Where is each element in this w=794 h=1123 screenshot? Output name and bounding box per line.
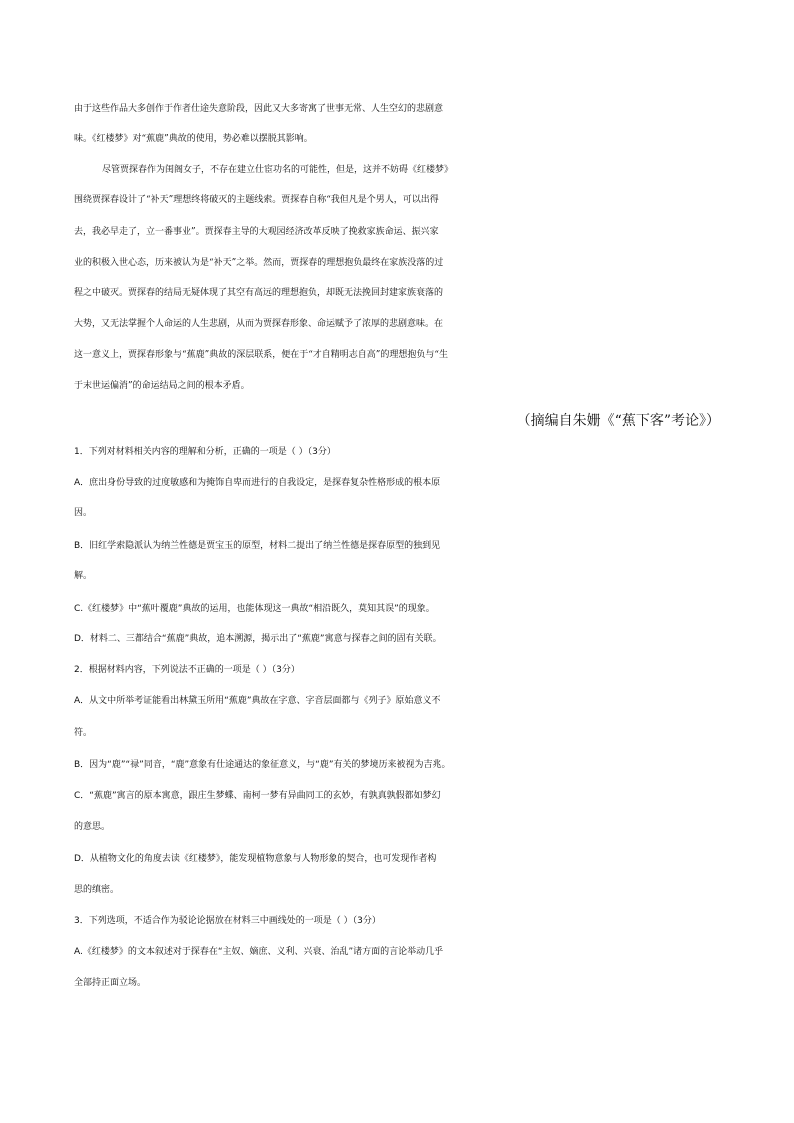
source-citation: （摘编自朱姗《“蕉下客”考论》） (516, 413, 720, 429)
q1-option-a-cont: 因。 (74, 508, 93, 518)
passage-line: 由于这些作品大多创作于作者仕途失意阶段，因此又大多寄寓了世事无常、人生空幻的悲剧意 (74, 104, 444, 114)
q2-option-d: D．从植物文化的角度去读《红楼梦》，能发现植物意象与人物形象的契合，也可发现作者构 (74, 854, 437, 864)
q3-option-a: A.《红楼梦》的文本叙述对于探春在“主奴、嫡庶、义利、兴衰、治乱”诸方面的言论举动几乎 (74, 947, 444, 957)
q2-option-b: B．因为“鹿”“禄”同音，“鹿”意象有仕途通达的象征意义，与“鹿”有关的梦境历来被视为吉兆。 (74, 760, 451, 770)
passage-line: 业的积极入世心态，历来被认为是“补天”之举。然而，贾探春的理想抱负最终在家族没落的过 (74, 258, 444, 268)
q2-option-a-cont: 符。 (74, 728, 93, 738)
passage-line: 这一意义上，贾探春形象与“蕉鹿”典故的深层联系，便在于“才自精明志自高”的理想抱负与“生 (74, 350, 449, 360)
q2-option-d-cont: 思的缜密。 (74, 885, 120, 895)
passage-line: 程之中破灭。贾探春的结局无疑体现了其空有高远的理想抱负，却既无法挽回封建家族衰落的 (74, 288, 444, 298)
passage-line: 大势，又无法掌握个人命运的人生悲剧，从而为贾探春形象、命运赋予了浓厚的悲剧意味。在 (74, 319, 444, 329)
q3-option-a-cont: 全部持正面立场。 (74, 978, 147, 988)
passage-line: 尽管贾探春作为闺阁女子，不存在建立仕宦功名的可能性，但是，这并不妨碍《红楼梦》 (102, 165, 454, 175)
q1-option-b-cont: 解。 (74, 571, 93, 581)
passage-line: 去，我必早走了，立一番事业”。贾探春主导的大观园经济改革反映了挽救家族命运、振兴家 (74, 227, 439, 237)
q1-option-b: B．旧红学索隐派认为纳兰性德是贾宝玉的原型，材料二提出了纳兰性德是探春原型的独到见 (74, 541, 441, 551)
q2-option-c-cont: 的意思。 (74, 822, 111, 832)
passage-line: 味。《红楼梦》对“蕉鹿”典故的使用，势必难以摆脱其影响。 (74, 134, 313, 144)
q2-option-a: A．从文中所举考证能看出林黛玉所用“蕉鹿”典故在字意、字音层面都与《列子》原始意义不 (74, 696, 441, 706)
q2-option-c: C．“蕉鹿”寓言的原本寓意，跟庄生梦蝶、南柯一梦有异曲同工的玄妙，有孰真孰假都如梦幻 (74, 791, 441, 801)
q1-option-d: D．材料二、三都结合“蕉鹿”典故，追本溯源，揭示出了“蕉鹿”寓意与探春之间的固有关联。 (74, 634, 442, 644)
question-2-stem: 2．根据材料内容，下列说法不正确的一项是（ ）（3分） (74, 665, 300, 675)
passage-line: 围绕贾探春设计了“补天”理想终将破灭的主题线索。贾探春自称“我但凡是个男人，可以出得 (74, 195, 439, 205)
q1-option-a: A．庶出身份导致的过度敏感和为掩饰自卑而进行的自我设定，是探春复杂性格形成的根本原 (74, 478, 441, 488)
question-1-stem: 1．下列对材料相关内容的理解和分析，正确的一项是（ ）（3分） (74, 447, 336, 457)
passage-line: 于末世运偏消”的命运结局之间的根本矛盾。 (74, 381, 250, 391)
q1-option-c: C.《红楼梦》中“蕉叶覆鹿”典故的运用，也能体现这一典故“相沿既久，莫知其误”的现象。 (74, 604, 435, 614)
question-3-stem: 3．下列选项，不适合作为驳论论据放在材料三中画线处的一项是（ ）（3分） (74, 916, 381, 926)
